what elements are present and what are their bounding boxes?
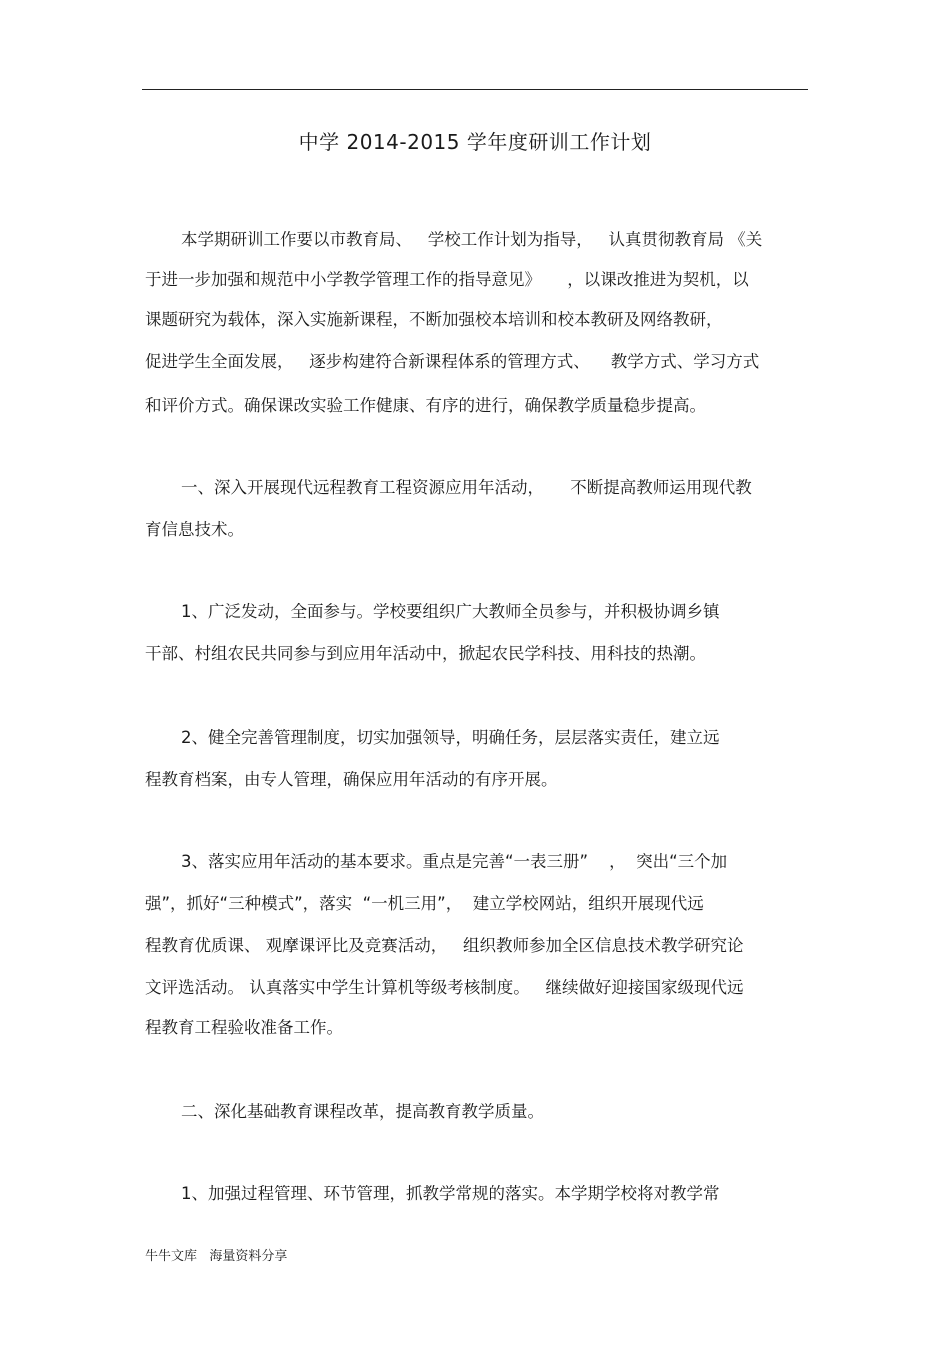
section2-heading: 二、深化基础教育课程改革，提高教育教学质量。: [181, 1102, 544, 1121]
intro-line-1: 本学期研训工作要以市教育局、 学校工作计划为指导， 认真贯彻教育局 《关: [181, 230, 763, 249]
intro-line-5: 和评价方式。确保课改实验工作健康、有序的进行，确保教学质量稳步提高。: [145, 396, 706, 415]
document-title: 中学 2014-2015 学年度研训工作计划: [298, 130, 652, 154]
section2-item1-line-1: 1、加强过程管理、环节管理，抓教学常规的落实。本学期学校将对教学常: [181, 1184, 720, 1203]
intro-line-4: 促进学生全面发展， 逐步构建符合新课程体系的管理方式、 教学方式、学习方式: [145, 352, 760, 371]
section1-item2-line-1: 2、健全完善管理制度，切实加强领导，明确任务，层层落实责任，建立远: [181, 728, 720, 747]
section1-item3-line-1: 3、落实应用年活动的基本要求。重点是完善“一表三册” ， 突出“三个加: [181, 852, 728, 871]
intro-line-2: 于进一步加强和规范中小学教学管理工作的指导意见》 ，以课改推进为契机，以: [145, 270, 749, 289]
section1-item1-line-1: 1、广泛发动，全面参与。学校要组织广大教师全员参与，并积极协调乡镇: [181, 602, 720, 621]
section1-item3-line-4: 文评选活动。 认真落实中学生计算机等级考核制度。 继续做好迎接国家级现代远: [145, 978, 744, 997]
section1-item2-line-2: 程教育档案，由专人管理，确保应用年活动的有序开展。: [145, 770, 558, 789]
header-rule: [142, 89, 808, 90]
section1-item1-line-2: 干部、村组农民共同参与到应用年活动中，掀起农民学科技、用科技的热潮。: [145, 644, 706, 663]
section1-item3-line-3: 程教育优质课、 观摩课评比及竞赛活动， 组织教师参加全区信息技术教学研究论: [145, 936, 744, 955]
section1-heading-line-2: 育信息技术。: [145, 520, 244, 539]
intro-line-3: 课题研究为载体，深入实施新课程，不断加强校本培训和校本教研及网络教研，: [145, 310, 723, 329]
section1-item3-line-2: 强”，抓好“三种模式”，落实 “一机三用”， 建立学校网站，组织开展现代远: [145, 894, 704, 913]
section1-item3-line-5: 程教育工程验收准备工作。: [145, 1018, 343, 1037]
section1-heading-line-1: 一、深入开展现代远程教育工程资源应用年活动， 不断提高教师运用现代教: [181, 478, 752, 497]
footer-text: 牛牛文库 海量资料分享: [145, 1249, 288, 1264]
